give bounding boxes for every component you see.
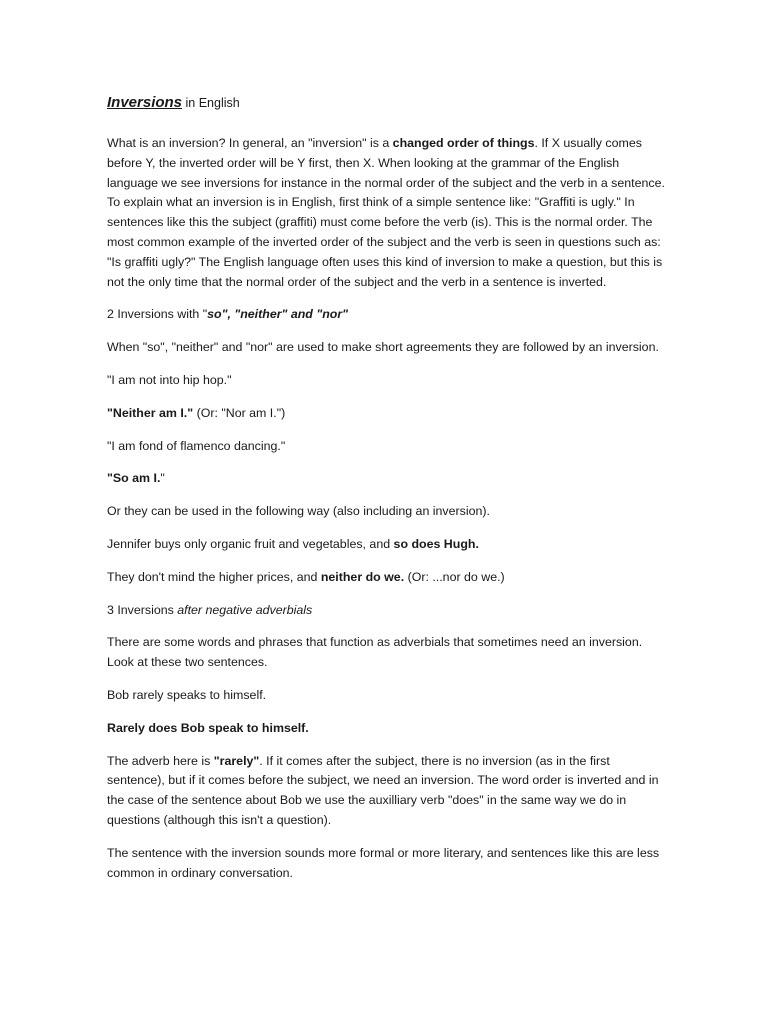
intro-paragraph: [107, 134, 667, 292]
example-2-rest: (Or: "Nor am I."): [193, 405, 286, 420]
section-3-paragraph: There are some words and phrases that function as adverbials that sometimes need an inversion. Look at these two sentences.: [107, 635, 643, 670]
section-2-paragraph: When "so", "neither" and "nor" are used to make short agreements they are followed by an inversion.: [107, 340, 659, 355]
example-1: "I am not into hip hop.": [107, 372, 232, 387]
example-7: Bob rarely speaks to himself.: [107, 687, 267, 702]
intro-text-bold: changed order of things: [392, 136, 535, 150]
para2-text-c: . If it comes after the subject, there is no inversion (as in the first sentence), but if it comes before the subject, we need an inversion. The word order is inverted and in the case of the sentence about Bob we use the auxilliary verb "does" in the same way we do in questions (although this isn't a question).: [107, 753, 659, 827]
example-4: [107, 469, 667, 489]
section-3-heading: [107, 601, 667, 621]
example-8: [107, 719, 667, 739]
section-2-heading: [107, 305, 667, 325]
example-6-bold: neither do we.: [320, 569, 405, 584]
example-4-rest: ": [160, 471, 165, 486]
intro-text-a: What is an inversion? In general, an "inversion" is a: [107, 136, 393, 150]
section-3-paragraph-3: The sentence with the inversion sounds more formal or more literary, and sentences like this are less common in ordinary conversation.: [107, 845, 660, 880]
section-2-heading-emphasis: so", "neither" and "nor": [207, 307, 349, 322]
section-3-heading-emphasis: after negative adverbials: [177, 602, 313, 617]
example-2-bold: "Neither am I.": [107, 405, 194, 420]
example-6: [107, 568, 667, 588]
document-page: [107, 92, 667, 896]
example-4-bold: "So am I.: [107, 471, 161, 486]
section-3-paragraph-2: [107, 752, 667, 831]
title-rest: in English: [182, 96, 240, 110]
para2-text-bold: "rarely": [213, 753, 260, 768]
example-3: "I am fond of flamenco dancing.": [107, 438, 286, 453]
example-5-bold: so does Hugh.: [393, 536, 479, 551]
section-2-paragraph-2: Or they can be used in the following way (also including an inversion).: [107, 504, 490, 519]
document-title: [107, 92, 667, 114]
section-2-heading-plain: 2 Inversions with ": [107, 307, 208, 322]
example-2: [107, 404, 667, 424]
example-6-rest: (Or: ...nor do we.): [404, 569, 505, 584]
example-5-text: Jennifer buys only organic fruit and vegetables, and: [107, 536, 394, 551]
intro-text-c: . If X usually comes before Y, the inverted order will be Y first, then X. When looking at the grammar of the English language we see inversions for instance in the normal order of the subject and the verb in a sentence. To explain what an inversion is in English, first think of a simple sentence like: "Graffiti is ugly." In sentences like this the subject (graffiti) must come before the verb (is). This is the normal order. The most common example of the inverted order of the subject and the verb is seen in questions such as: "Is graffiti ugly?" The English language often uses this kind of inversion to make a question, but this is not the only time that the normal order of the subject and the verb in a sentence is inverted.: [107, 136, 665, 289]
para2-text-a: The adverb here is: [107, 753, 214, 768]
section-3-heading-plain: 3 Inversions: [107, 602, 178, 617]
example-6-text: They don't mind the higher prices, and: [107, 569, 321, 584]
example-5: [107, 535, 667, 555]
example-8-bold: Rarely does Bob speak to himself.: [107, 720, 309, 735]
title-main: Inversions: [107, 94, 183, 111]
